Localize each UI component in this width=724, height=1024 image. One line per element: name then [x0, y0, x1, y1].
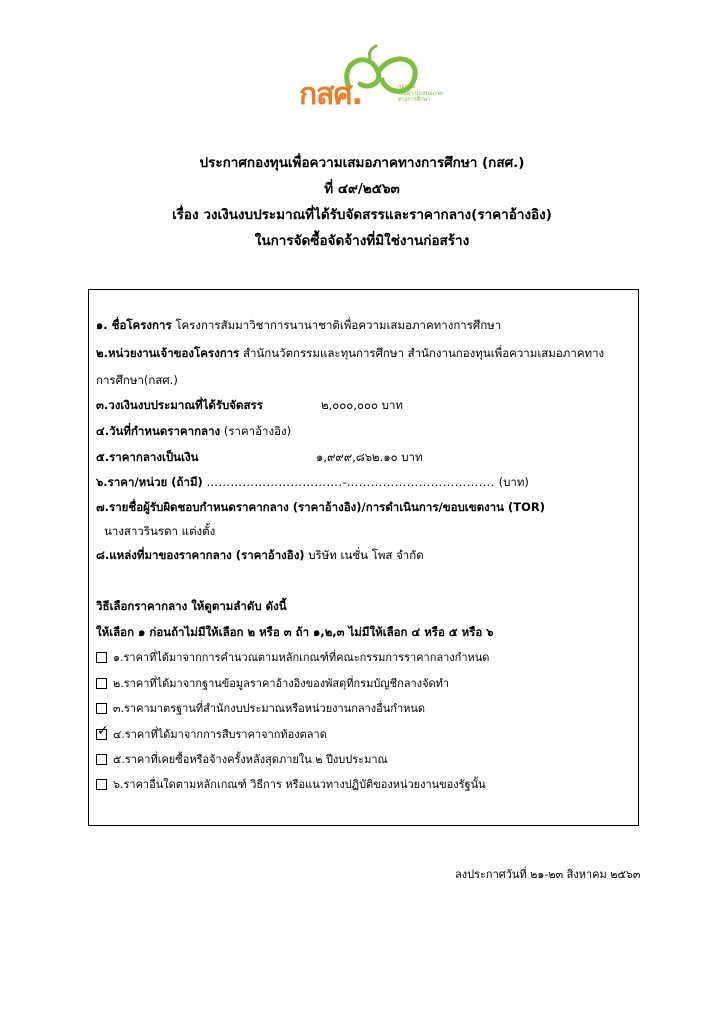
date-row: [96, 423, 291, 439]
logo-subtitle-line: กองทุน: [398, 84, 415, 90]
method-option: [96, 650, 489, 666]
agency-label: ๒.หน่วยงานเจ้าของโครงการ: [96, 346, 240, 360]
method-option: [96, 701, 425, 717]
method-option-label: ๖.ราคาอื่นใดตามหลักเกณฑ์ วิธีการ หรือแนวทางปฏิบัติของหน่วยงานของรัฐนั้น: [113, 778, 486, 791]
logo-text: กสศ.: [299, 77, 362, 112]
tor-person: นางสาวรินรดา แต่งตั้ง: [104, 524, 216, 538]
method-option: [96, 777, 486, 793]
checkbox-option-6[interactable]: [96, 779, 107, 790]
announcement-date: ลงประกาศวันที่ ๒๑-๒๓ สิงหาคม ๒๕๖๓: [455, 868, 641, 881]
unit-price-row: [96, 474, 529, 490]
tor-person-row: [104, 523, 215, 539]
method-option-label: ๑.ราคาที่ได้มาจากการคำนวณตามหลักเกณฑ์ที่คณะกรรมการราคากลางกำหนด: [113, 651, 490, 664]
budget-row: [96, 397, 403, 413]
unit-price-dash: -: [342, 475, 347, 489]
agency-row-cont: [96, 372, 178, 388]
budget-label: ๓.วงเงินงบประมาณที่ได้รับจัดสรร: [96, 398, 263, 412]
project-row: [96, 317, 501, 333]
unit-price-label: ๖.ราคา/หน่วย (ถ้ามี): [96, 475, 203, 489]
median-row: [96, 449, 423, 465]
checkbox-option-4-checked[interactable]: [96, 723, 109, 740]
date-label: ๔.วันที่กำหนดราคากลาง: [96, 424, 221, 438]
check-mark-icon: ✓: [97, 723, 109, 739]
source-value: บริษัท เนชั่น โพส จำกัด: [308, 548, 424, 562]
checkbox-option-5[interactable]: [96, 754, 107, 765]
checkbox-option-2[interactable]: [96, 678, 107, 689]
logo-subtitle-line: เพื่อความเสมอภาค: [398, 90, 443, 97]
budget-value: ๒,๐๐๐,๐๐๐ บาท: [321, 398, 403, 412]
method-option-label: ๒.ราคาที่ได้มาจากฐานข้อมูลราคาอ้างอิงของพัสดุที่กรมบัญชีกลางจัดทำ: [113, 677, 450, 690]
method-option-label: ๓.ราคามาตรฐานที่สำนักงบประมาณหรือหน่วยงานกลางอื่นกำหนด: [113, 702, 426, 715]
source-label: ๘.แหล่งที่มาของราคากลาง (ราคาอ้างอิง): [96, 548, 305, 562]
method-option: [96, 723, 327, 743]
agency-value-cont: การศึกษา(กสศ.): [96, 373, 178, 387]
method-heading: วิธีเลือกราคากลาง ให้ดูตามลำดับ ดังนี้: [96, 599, 287, 613]
title-line-4: ในการจัดซื้อจัดจ้างที่มิใช่งานก่อสร้าง: [254, 233, 470, 249]
median-label: ๕.ราคากลางเป็นเงิน: [96, 450, 199, 464]
agency-row: [96, 345, 604, 361]
tor-row: [96, 499, 545, 515]
unit-price-dots: ……………………………….: [346, 475, 495, 489]
method-option: [96, 676, 449, 692]
project-label: ๑. ชื่อโครงการ: [96, 318, 172, 332]
unit-price-value: (บาท): [498, 475, 529, 489]
agency-value: สำนักนวัตกรรมและทุนการศึกษา สำนักงานกองทุนเพื่อความเสมอภาคทาง: [242, 346, 605, 360]
method-option: [96, 752, 388, 768]
title-line-3: เรื่อง วงเงินงบประมาณที่ได้รับจัดสรรและราคากลาง(ราคาอ้างอิง): [172, 207, 552, 223]
method-instruction-row: [96, 624, 494, 640]
checkbox-option-3[interactable]: [96, 703, 107, 714]
method-heading-row: [96, 598, 287, 614]
method-option-label: ๔.ราคาที่ได้มาจากการสืบราคาจากท้องตลาด: [113, 728, 327, 741]
tor-label: ๗.รายชื่อผู้รับผิดชอบกำหนดราคากลาง (ราคาอ้างอิง)/การดำเนินการ/ขอบเขตงาน (TOR): [96, 500, 545, 514]
source-row: [96, 547, 424, 563]
title-line-2: ที่ ๔๙/๒๕๖๓: [324, 181, 400, 197]
method-instruction: ให้เลือก ๑ ก่อนถ้าไม่มีให้เลือก ๒ หรือ ๓ ถ้า ๑,๒,๓ ไม่มีให้เลือก ๔ หรือ ๕ หรือ ๖: [96, 625, 494, 639]
date-value: (ราคาอ้างอิง): [223, 424, 292, 438]
median-value: ๑,๙๙๙,๘๖๒.๑๐ บาท: [316, 450, 423, 464]
title-line-1: ประกาศกองทุนเพื่อความเสมอภาคทางการศึกษา (กสศ.): [199, 155, 525, 171]
announcement-title: [0, 150, 724, 254]
checkbox-option-1[interactable]: [96, 652, 107, 663]
logo-subtitle-line: ทางการศึกษา: [398, 97, 431, 103]
logo-subtitle: [398, 84, 458, 104]
project-value: โครงการสัมมาวิชาการนานาชาติเพื่อความเสมอภาคทางการศึกษา: [175, 318, 502, 332]
method-option-label: ๕.ราคาที่เคยซื้อหรือจ้างครั้งหลังสุดภายใน ๒ ปีงบประมาณ: [113, 753, 388, 766]
unit-price-dots: …………………………….: [206, 475, 343, 489]
